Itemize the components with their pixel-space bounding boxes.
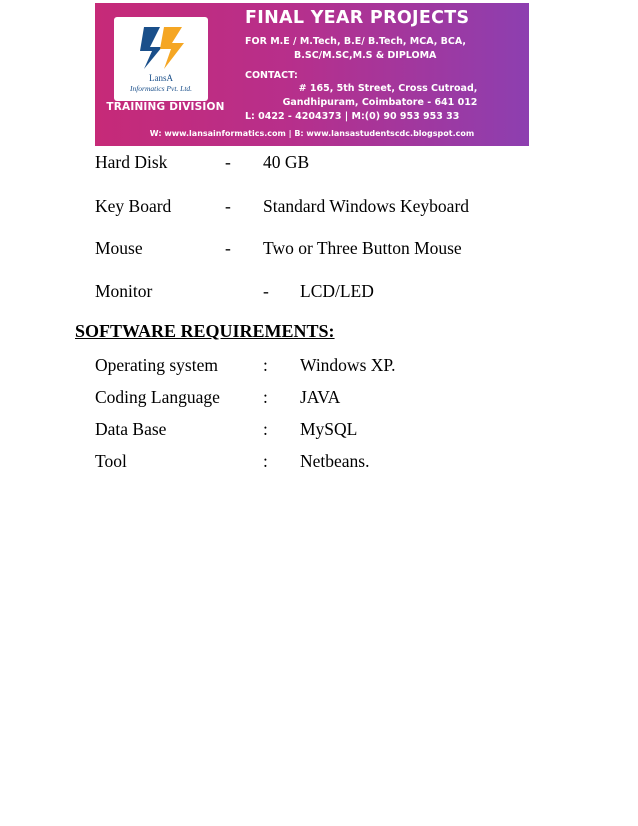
hardware-label: Key Board: [95, 196, 172, 216]
hardware-label: Monitor: [95, 281, 153, 301]
hardware-value: LCD/LED: [300, 281, 374, 301]
software-value: JAVA: [300, 387, 341, 407]
address-line-2: Gandhipuram, Coimbatore - 641 012: [282, 97, 478, 108]
software-separator: :: [263, 387, 268, 407]
company-logo: [114, 17, 208, 101]
software-separator: :: [263, 451, 268, 471]
hardware-label: Hard Disk: [95, 152, 168, 172]
header-banner: [95, 3, 529, 146]
logo-tagline: Informatics Pvt. Ltd.: [129, 84, 193, 93]
hardware-separator: -: [225, 196, 231, 216]
training-division-label: TRAINING DIVISION: [106, 101, 225, 113]
software-label: Operating system: [95, 355, 218, 375]
software-value: Windows XP.: [300, 355, 396, 375]
hardware-value: Standard Windows Keyboard: [263, 196, 470, 216]
banner-subtitle-1: FOR M.E / M.Tech, B.E/ B.Tech, MCA, BCA,: [245, 36, 467, 47]
hardware-separator: -: [263, 281, 269, 301]
hardware-value: Two or Three Button Mouse: [263, 238, 462, 258]
hardware-label: Mouse: [95, 238, 143, 258]
software-separator: :: [263, 419, 268, 439]
software-label: Data Base: [95, 419, 167, 439]
web-line: W: www.lansainformatics.com | B: www.lansastudentscdc.blogspot.com: [149, 129, 475, 138]
lansa-logo-icon: [114, 19, 208, 75]
banner-title: FINAL YEAR PROJECTS: [245, 8, 470, 28]
contact-label: CONTACT:: [245, 70, 298, 81]
software-separator: :: [263, 355, 268, 375]
address-line-1: # 165, 5th Street, Cross Cutroad,: [298, 83, 478, 94]
banner-subtitle-2: B.SC/M.SC,M.S & DIPLOMA: [294, 50, 437, 61]
software-requirements-heading: SOFTWARE REQUIREMENTS:: [75, 321, 335, 341]
hardware-separator: -: [225, 238, 231, 258]
software-label: Tool: [95, 451, 127, 471]
hardware-value: 40 GB: [263, 152, 310, 172]
logo-name: LansA: [149, 73, 173, 83]
hardware-separator: -: [225, 152, 231, 172]
software-value: MySQL: [300, 419, 358, 439]
software-value: Netbeans.: [300, 451, 370, 471]
software-label: Coding Language: [95, 387, 220, 407]
phone-line: L: 0422 - 4204373 | M:(0) 90 953 953 33: [245, 111, 460, 122]
